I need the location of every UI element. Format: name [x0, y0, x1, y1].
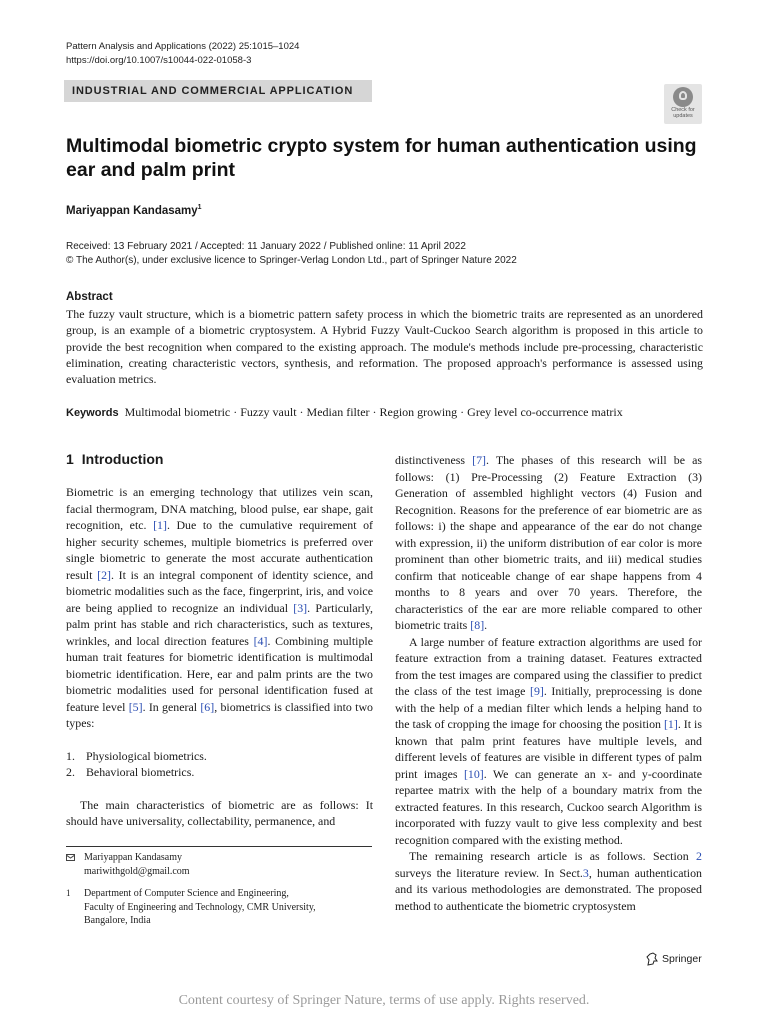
affil-mark: 1 [66, 888, 71, 898]
left-column [66, 484, 373, 830]
courtesy-notice: Content courtesy of Springer Nature, terms of use apply. Rights reserved. [178, 993, 590, 1008]
check-for-updates-button[interactable] [664, 84, 702, 124]
history-dates: Received: 13 February 2021 / Accepted: 11 January 2022 / Published online: 11 April 2022 [66, 241, 466, 252]
keywords-label: Keywords [66, 407, 119, 419]
abstract-text: The fuzzy vault structure, which is a biometric pattern safety process in which the biometric traits are represented as an unordered group, is an example of a biometric cryptosystem. A Hybrid Fuzzy Vault-Cuckoo Search algorithm is proposed in this article to provide the best recognition when compared to the existing approach. The module's methods include pre-processing, characteristic elimination, creating characteristic vectors, synthesis, and reformation. The proposed approach's performance is assessed using evaluation metrics. [66, 307, 703, 387]
keywords-text: Multimodal biometric · Fuzzy vault · Median filter · Region growing · Grey level co-occurrence matrix [124, 405, 623, 419]
list-item: 1. Physiological biometrics. [66, 748, 207, 763]
citation-link[interactable]: [5] [128, 699, 143, 714]
intro-paragraph-3: distinctiveness [7]. The phases of this research will be as follows: (1) Pre-Processing (2) Feature Extraction (3) Generation of assembled highlight vectors (4) Fusion and Recognition. Reasons for the preference of ear biometric are as follows: i) the shape and appearance of the ear do not change with expression, ii) the uniform distribution of ear color is more prominent than other biometric traits, and iii) medical studies confirm that noticeable change of ear shape happens from 4 months to 8 years and over 70 years. Therefore, the characteristics of the ear are more reliable compared to other biometric traits [8]. [395, 453, 702, 632]
article-dates [66, 240, 517, 268]
section-link[interactable]: 3 [582, 865, 589, 880]
check-updates-line1: Check for [671, 107, 695, 113]
citation-link[interactable]: [1] [153, 518, 167, 532]
section-label: INDUSTRIAL AND COMMERCIAL APPLICATION [64, 80, 372, 102]
author-name[interactable]: Mariyappan Kandasamy [66, 204, 198, 217]
copyright-line: © The Author(s), under exclusive licence to Springer-Verlag London Ltd., part of Springer Nature 2022 [66, 255, 517, 266]
citation-link[interactable]: [1] [663, 717, 678, 731]
affiliation-note: 1 Department of Computer Science and Engineering, Faculty of Engineering and Technology, CMR University, Bangalore, India [66, 888, 316, 926]
corresponding-author-note [66, 851, 190, 878]
doi-link[interactable]: https://doi.org/10.1007/s10044-022-01058-3 [66, 55, 252, 66]
section-title: Introduction [81, 451, 164, 467]
section-heading-introduction [66, 451, 163, 467]
right-column [395, 452, 702, 914]
author-affil-mark: 1 [197, 204, 202, 211]
citation-link[interactable]: [8] [470, 618, 485, 632]
citation-link[interactable]: [4] [253, 633, 268, 648]
intro-paragraph-5: The remaining research article is as follows. Section 2 surveys the literature review. In Sect.3, human authentication and its various methodologies are demonstrated. The proposed method to authenticate the biometric cryptosystem [395, 849, 702, 913]
bookmark-icon [673, 87, 693, 107]
citation-link[interactable]: [9] [529, 684, 544, 698]
biometric-types-list [66, 748, 373, 781]
citation-link[interactable]: [2] [97, 567, 111, 582]
publisher-logo[interactable] [646, 952, 702, 966]
envelope-icon [66, 854, 75, 861]
author-email-link[interactable]: mariwithgold@gmail.com [84, 865, 190, 877]
footnote-author-name: Mariyappan Kandasamy [84, 852, 183, 863]
list-item: 2. Behavioral biometrics. [66, 765, 195, 779]
keywords-line [66, 404, 706, 421]
check-updates-line2: updates [673, 113, 693, 119]
abstract-heading: Abstract [66, 291, 113, 303]
publisher-name: Springer [662, 953, 702, 965]
footnote-divider [66, 846, 372, 847]
citation-link[interactable]: [3] [293, 600, 308, 615]
section-number: 1 [66, 451, 74, 467]
springer-horse-icon [646, 952, 658, 966]
intro-paragraph-1: Biometric is an emerging technology that utilizes vein scan, facial thermogram, DNA matching, blood pulse, ear shape, gait recognition, etc. [1]. Due to the cumulative requirement of higher security schemes, multiple biometrics is preferred over single biometric to generate the most accurate authentication result [2]. It is an integral component of identity science, and biometric modalities such as the face, fingerprint, iris, and voice are being applied to recognize an individual [3]. Particularly, palm print has stable and rich characteristics, such as textures, wrinkles, and local direction features [4]. Combining multiple human trait features for biometric identification is multimodal biometric identification. Here, ear and palm prints are the two biometric modalities used for personal identification fused at feature level [5]. In general [6], biometrics is classified into two types: [66, 485, 374, 730]
section-link[interactable]: 2 [696, 849, 702, 863]
citation-link[interactable]: [10] [463, 766, 484, 781]
author-line [66, 204, 202, 217]
citation-link[interactable]: [7] [472, 453, 486, 467]
paper-title: Multimodal biometric crypto system for human authentication using ear and palm print [66, 135, 697, 181]
journal-citation: Pattern Analysis and Applications (2022) 25:1015–1024 [66, 41, 300, 52]
intro-paragraph-4: A large number of feature extraction algorithms are used for feature extraction from a training dataset. Features extracted from the test images are compared using the classifier to predict the class of the test image [9]. Initially, preprocessing is done with the help of a median filter which lends a helping hand to the task of cropping the image for choosing the position [1]. It is known that palm print features have multiple levels, and different levels of features are visible in different types of palm print images [10]. We can generate an x- and y-coordinate repartee matrix with the help of a boundary matrix from the extracted features. In this research, Cuckoo search Algorithm is incorporated with fuzzy vault to give less complexity and best recognition compared with the existing method. [395, 634, 702, 847]
citation-link[interactable]: [6] [200, 699, 215, 714]
intro-paragraph-2: The main characteristics of biometric are as follows: It should have universality, collectability, permanence, and [66, 797, 373, 828]
